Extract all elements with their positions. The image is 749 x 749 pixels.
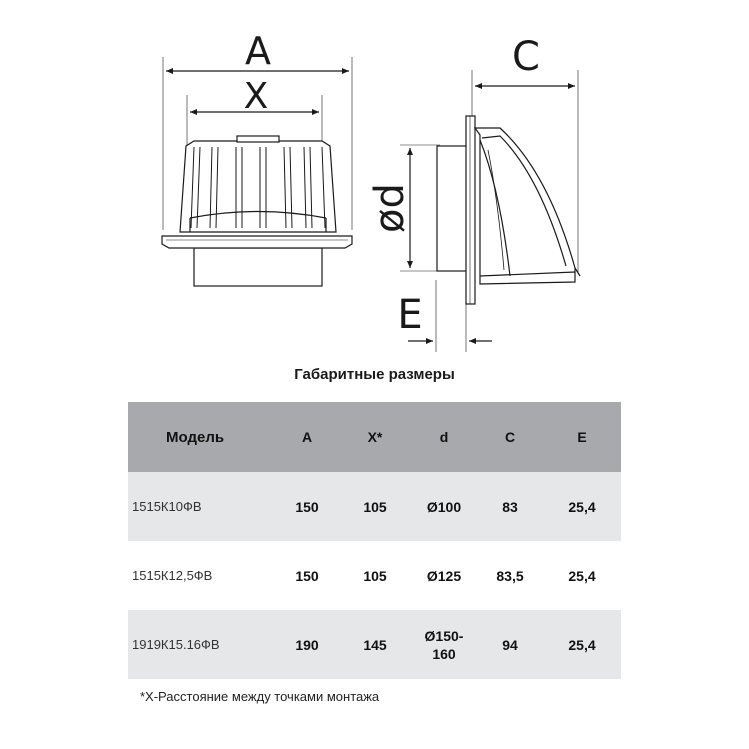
- section-title: Габаритные размеры: [294, 366, 455, 383]
- cell-c: 83: [502, 498, 518, 515]
- cell-e: 25,4: [568, 636, 596, 653]
- cell-x: 145: [363, 636, 387, 653]
- dimension-c-label: C: [512, 34, 540, 80]
- cell-c: 83,5: [496, 567, 524, 584]
- cell-d: Ø100: [426, 498, 462, 515]
- header-a: A: [301, 429, 313, 445]
- cell-model: 1515К10ФВ: [132, 499, 202, 514]
- header-c: C: [504, 429, 516, 445]
- cell-model: 1919К15.16ФВ: [132, 637, 220, 652]
- table-row: [128, 472, 621, 541]
- cell-x: 105: [363, 567, 387, 584]
- cell-d: Ø125: [426, 567, 462, 584]
- header-d: d: [439, 429, 449, 445]
- cell-x: 105: [363, 498, 387, 515]
- cell-model: 1515К12,5ФВ: [132, 568, 213, 583]
- dimension-a-label: A: [245, 29, 271, 73]
- table-header-row: [128, 402, 621, 472]
- cell-a: 150: [295, 567, 319, 584]
- footnote: *X-Расстояние между точками монтажа: [140, 689, 380, 704]
- header-x: X*: [367, 429, 383, 445]
- cell-d: Ø150- 160: [424, 627, 464, 662]
- technical-drawing: [0, 0, 749, 360]
- cell-e: 25,4: [568, 498, 596, 515]
- cell-a: 150: [295, 498, 319, 515]
- dimensions-table: [128, 402, 621, 679]
- cell-c: 94: [502, 636, 518, 653]
- header-model: Модель: [166, 428, 225, 446]
- dimension-e-label: E: [397, 292, 423, 338]
- cell-e: 25,4: [568, 567, 596, 584]
- side-view: [400, 70, 580, 352]
- cell-a: 190: [295, 636, 319, 653]
- dimension-d-label: ød: [367, 183, 413, 233]
- table-row: [128, 610, 621, 679]
- table-row: [128, 541, 621, 610]
- dimension-x-label: X: [243, 76, 269, 117]
- header-e: E: [577, 429, 587, 445]
